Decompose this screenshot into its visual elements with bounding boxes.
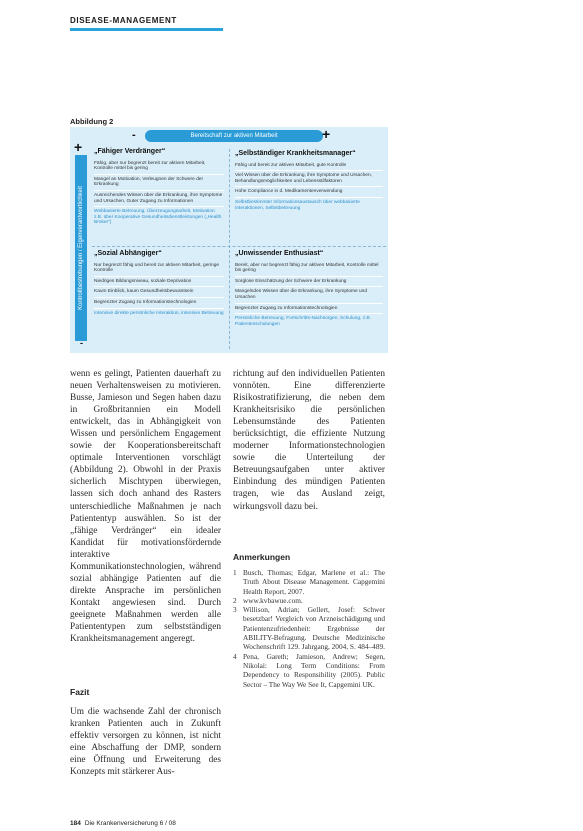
plus-sign-top: + <box>322 126 331 142</box>
quadrant-item: Begrenzter Zugang zu Informationstechnologien <box>235 304 383 315</box>
quadrant-item: Nur begrenzt fähig und bereit zur aktiven Mitarbeit, geringe Kontrolle <box>94 261 224 277</box>
minus-sign-left: - <box>80 338 83 348</box>
note-number: 4 <box>233 651 237 661</box>
quadrant-item: Fähig und bereit zur aktiven Mitarbeit, gute Kontrolle <box>235 161 383 172</box>
quadrant-faehiger-verdraenger <box>94 149 224 228</box>
section-header: DISEASE-MANAGEMENT <box>70 16 177 25</box>
page-footer <box>70 820 176 827</box>
quadrant-item: Mangel an Motivation, Verleugnen der Schwere der Erkrankung <box>94 175 224 191</box>
quadrant-item: Kaum Einblick, kaum Gesundheitsbewusstsein <box>94 287 224 298</box>
quadrant-title: „Sozial Abhängiger“ <box>94 250 162 257</box>
figure-label: Abbildung 2 <box>70 117 114 126</box>
quadrant-title: „Fähiger Verdränger“ <box>94 148 166 155</box>
journal-name: Die Krankenversicherung 6 / 08 <box>84 820 176 827</box>
quadrant-item: Bereit, aber nur begrenzt fähig zur aktiven Mitarbeit, Kontrolle mittel bis gering <box>235 261 383 277</box>
quadrant-item: Sorglose Einschätzung der Schwere der Erkrankung <box>235 277 383 288</box>
note-item <box>233 596 385 605</box>
note-item <box>233 605 385 651</box>
quadrant-title: „Unwissender Enthusiast“ <box>235 250 324 257</box>
note-number: 1 <box>233 568 237 577</box>
note-number: 3 <box>233 605 237 615</box>
quadrant-recommendation: Webbasierte Betreuung, Überzeugungsarbeit, Motivation z.B. über Kooperative Gesundheitsdienstleistungen („Health Broker“) <box>94 209 222 226</box>
note-number: 2 <box>233 595 237 605</box>
note-item <box>233 568 385 596</box>
note-item <box>233 652 385 689</box>
body-column-right <box>233 368 385 513</box>
plus-sign-left: + <box>74 139 83 155</box>
quadrant-selbststaendiger-krankheitsmanager <box>235 151 383 213</box>
quadrant-item: Niedriges Bildungsniveau, soziale Deprivation <box>94 277 224 288</box>
quadrant-divider-vertical <box>229 149 230 349</box>
body-paragraph: richtung auf den individuellen Patienten vonnöten. Eine differenzierte Risikostratifizierung, die neben dem Krankheitsrisiko die persönlichen Lebensumstände des Patienten berücksichtigt, die effiziente Nutzung moderner Informationstechnologien sowie die Unterteilung der Betreuungsaufgaben unter aktiver Einbindung des mündigen Patienten tragen, wie das Ausland zeigt, wirkungsvoll dazu bei. <box>233 369 385 512</box>
figure-abbildung-2 <box>70 127 388 353</box>
heading-anmerkungen: Anmerkungen <box>233 552 291 562</box>
body-column-left-fazit <box>70 706 221 778</box>
quadrant-sozial-abhaengiger <box>94 251 224 318</box>
quadrant-title: „Selbständiger Krankheitsmanager“ <box>235 150 356 157</box>
heading-fazit: Fazit <box>70 687 90 697</box>
quadrant-item: Viel Wissen über die Erkrankung, ihre Symptome und Ursachen, Behandlungsmöglichkeiten und Lebensstilfaktoren <box>235 171 383 187</box>
quadrant-recommendation: Selbstbestimmter Informationsaustausch über webbasierte Interaktionen, Selbstbetreuung <box>235 199 360 211</box>
quadrant-recommendation: Intensive direkte persönliche Interaktion, intensive Betreuung <box>94 310 224 316</box>
top-axis-bar: Bereitschaft zur aktiven Mitarbeit <box>145 130 323 142</box>
quadrant-item: Hohe Compliance in d. Medikamentenverwendung <box>235 187 383 198</box>
quadrant-divider-horizontal <box>92 246 386 247</box>
note-text: Willison, Adrian; Gellert, Josef: Schwer besetzbar! Vergleich von Arzneischädigung und Patientenzufriedenheit: Ergebnisse der ABILITY-Befragung. Deutsche Medizinische Wochenschrift 129. Jahrgang, 2004, S. 484–489. <box>243 605 385 652</box>
quadrant-unwissender-enthusiast <box>235 251 383 329</box>
header-rule <box>70 28 223 31</box>
page-number: 184 <box>70 820 81 827</box>
body-column-left <box>70 368 221 645</box>
quadrant-item: Mangelndes Wissen über die Erkrankung, ihre Symptome und Ursachen <box>235 287 383 303</box>
note-text: www.kvbawue.com. <box>243 595 303 605</box>
note-text: Pena, Gareth; Jamieson, Andrew; Segen, Nikolai: Long Term Conditions: From Dependency to Responsibility (2005). Public Sector – The Way We See It, Capgemini UK. <box>243 651 385 689</box>
note-text: Busch, Thomas; Edgar, Marlene et al.: The Truth About Disease Management. Capgemini Health Report, 2007. <box>243 568 385 596</box>
quadrant-item: Fähig, aber nur begrenzt bereit zur aktiven Mitarbeit, Kontrolle mittel bis gering <box>94 159 224 175</box>
quadrant-item: Ausreichendes Wissen über die Erkrankung, ihre Symptome und Ursachen, Guter Zugang zu Informationen <box>94 191 224 207</box>
quadrant-recommendation: Persönliche Betreuung, Fortschritts-Nachsorgen, Schulung, z.B. Patientenschulungen <box>235 316 371 327</box>
notes-list <box>233 568 385 689</box>
quadrant-item: Begrenzter Zugang zu Informationstechnologien <box>94 298 224 309</box>
left-axis-label: Kontrollbestrebungen / Eigenverantwortlichkeit <box>78 186 84 310</box>
body-paragraph: wenn es gelingt, Patienten dauerhaft zu neuen Verhaltensweisen zu motivieren. Busse, Jamieson und Segen haben dazu in Großbritannien ein Modell entwickelt, das in Abhängigkeit von Wissen und persönlichem Engagement sowie der Kooperationsbereitschaft optimale Interventionen vorschlägt (Abbildung 2). Obwohl in der Praxis sicherlich Mischtypen überwiegen, lassen sich doch anhand des Rasters unterschiedliche Maßnahmen je nach Patiententyp auswählen. So ist der „fähige Verdränger“ ein idealer Kandidat für motivationsfördernde interaktive Kommunikationstechnologien, während sozial abhängige Patienten auf die direkte Ansprache im persönlichen Kontakt angewiesen sind. Durch geeignete Maßnahmen werden alle Patiententypen zum selbstständigen Krankheitsmanagement angeregt. <box>70 369 221 645</box>
minus-sign: - <box>132 129 136 141</box>
body-paragraph: Um die wachsende Zahl der chronisch kranken Patienten auch in Zukunft effektiv versorgen zu können, ist nicht eine Abschaffung der DMP, sondern eine Öffnung und Erweiterung des Konzepts mit stärkerer Aus- <box>70 707 221 778</box>
